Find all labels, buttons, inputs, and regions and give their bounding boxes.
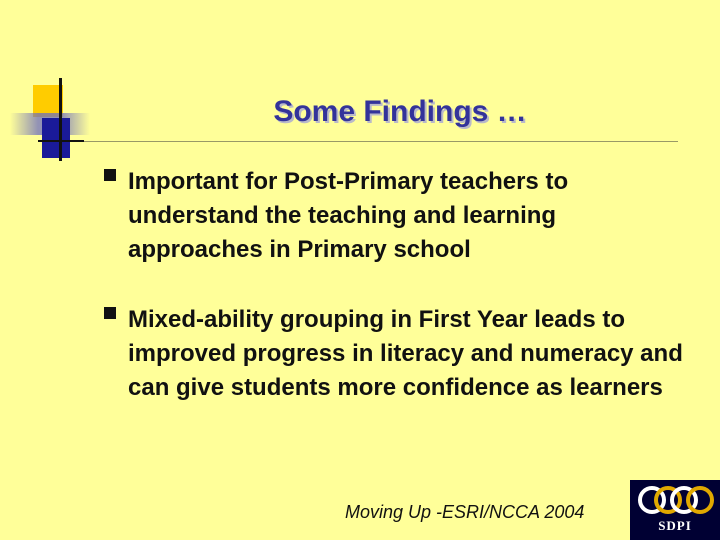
bullet-text: Mixed-ability grouping in First Year leads to improved progress in literacy and numeracy and can give students more confidence as learners [128, 306, 683, 401]
bullet-list [104, 165, 694, 405]
logo-text: SDPI [658, 518, 692, 533]
decor-horizontal-line [38, 140, 84, 142]
decor-vertical-line [59, 78, 62, 161]
slide-footer-citation: Moving Up -ESRI/NCCA 2004 [345, 502, 585, 522]
decor-blue-square [42, 118, 70, 158]
sdpi-logo [630, 480, 720, 540]
bullet-text: Important for Post-Primary teachers to understand the teaching and learning approaches in Primary school [128, 168, 569, 263]
bullet-item [104, 303, 694, 405]
bullet-item [104, 165, 694, 267]
slide-title: Some Findings … [273, 95, 527, 128]
square-bullet-icon [104, 169, 116, 181]
square-bullet-icon [104, 307, 116, 319]
title-divider [38, 141, 678, 142]
logo-rings-icon [630, 480, 720, 520]
